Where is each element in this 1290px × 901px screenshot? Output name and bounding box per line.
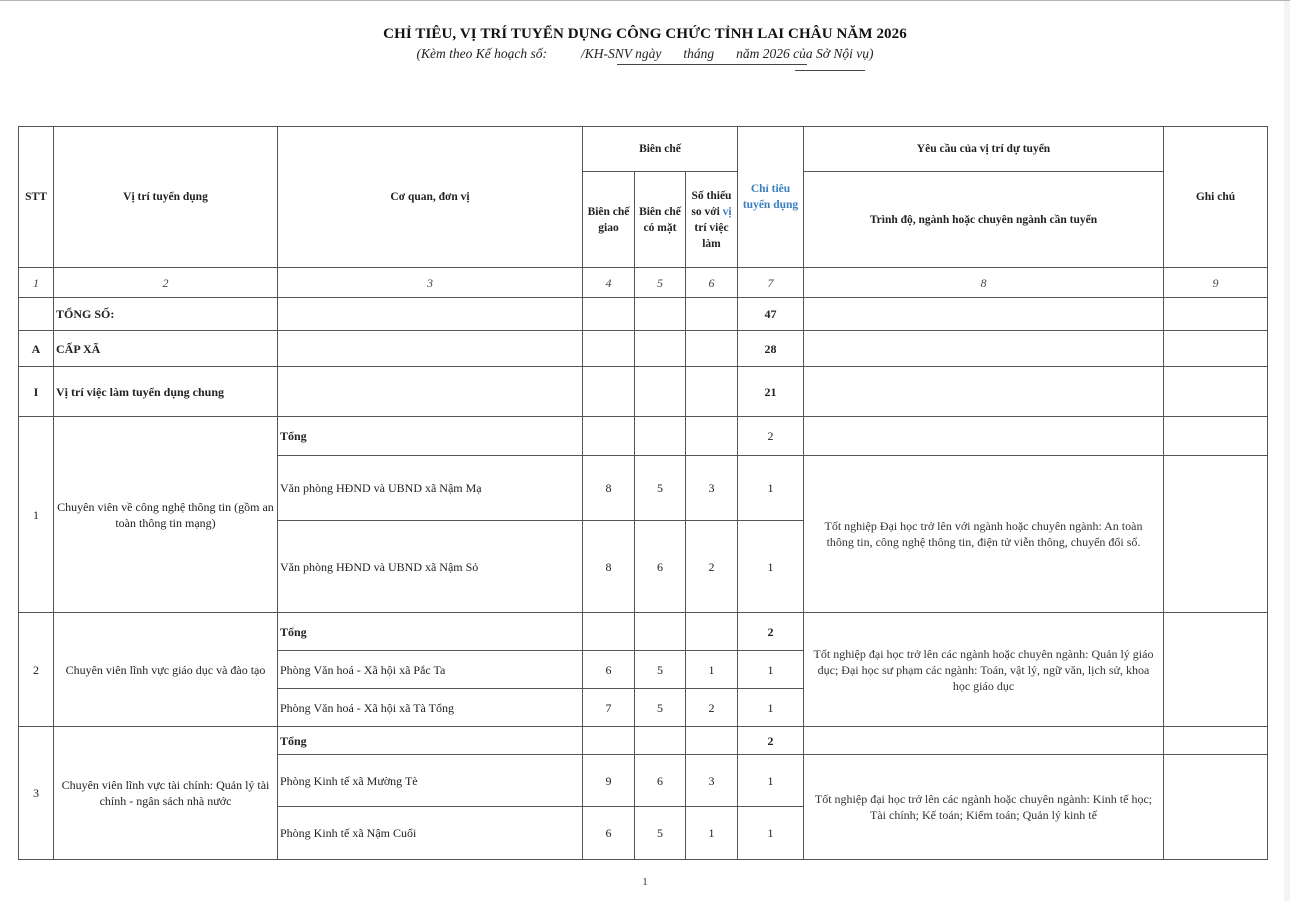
summary-row-cap-xa — [19, 331, 1268, 367]
subtitle-part-1: (Kèm theo Kế hoạch số: — [416, 46, 547, 61]
group-note — [1164, 613, 1268, 727]
unit-thieu: 1 — [686, 651, 738, 689]
unit-agency: Phòng Kinh tế xã Mường Tè — [278, 755, 583, 807]
unit-chi-tieu: 1 — [738, 689, 804, 727]
group-note — [1164, 755, 1268, 860]
unit-chi-tieu: 1 — [738, 521, 804, 613]
group-1-total-row — [19, 417, 1268, 456]
summary-label: TỔNG SỐ: — [54, 298, 278, 331]
document-title: CHỈ TIÊU, VỊ TRÍ TUYỂN DỤNG CÔNG CHỨC TỈNH LAI CHÂU NĂM 2026 — [383, 26, 907, 42]
recruitment-table — [18, 126, 1268, 860]
subtitle-underline — [617, 64, 807, 65]
summary-chi-tieu: 21 — [738, 367, 804, 417]
group-stt: 2 — [19, 613, 54, 727]
subtitle-part-2: /KH-SNV ngày — [581, 46, 662, 61]
col-num: 1 — [19, 268, 54, 298]
page-number: 1 — [642, 876, 648, 888]
summary-label: CẤP XÃ — [54, 331, 278, 367]
group-total-label: Tổng — [278, 727, 583, 755]
col-num: 5 — [635, 268, 686, 298]
unit-giao: 9 — [583, 755, 635, 807]
group-requirement: Tốt nghiệp Đại học trở lên với ngành hoặc chuyên ngành: An toàn thông tin, công nghệ thông tin, điện tử viễn thông, chuyển đổi số. — [804, 456, 1164, 613]
col-num: 2 — [54, 268, 278, 298]
summary-stt — [19, 298, 54, 331]
group-total-value: 2 — [738, 727, 804, 755]
group-stt: 1 — [19, 417, 54, 613]
group-total-label: Tổng — [278, 417, 583, 456]
unit-co-mat: 6 — [635, 755, 686, 807]
col-num: 9 — [1164, 268, 1268, 298]
summary-row-total — [19, 298, 1268, 331]
unit-giao: 6 — [583, 807, 635, 860]
group-position: Chuyên viên lĩnh vực tài chính: Quản lý tài chính - ngân sách nhà nước — [54, 727, 278, 860]
col-num: 6 — [686, 268, 738, 298]
unit-thieu: 3 — [686, 755, 738, 807]
subtitle-part-4: năm 2026 của Sở Nội vụ) — [736, 46, 874, 61]
unit-thieu: 2 — [686, 521, 738, 613]
unit-co-mat: 6 — [635, 521, 686, 613]
header-yeu-cau: Yêu cầu của vị trí dự tuyển — [804, 127, 1164, 172]
unit-thieu: 2 — [686, 689, 738, 727]
so-thieu-suffix: trí việc làm — [694, 221, 729, 250]
group-note — [1164, 456, 1268, 613]
summary-stt: I — [19, 367, 54, 417]
group-total-value: 2 — [738, 613, 804, 651]
unit-chi-tieu: 1 — [738, 456, 804, 521]
document-subtitle — [0, 46, 1290, 62]
header-row — [19, 127, 1268, 172]
unit-co-mat: 5 — [635, 689, 686, 727]
unit-agency: Phòng Văn hoá - Xã hội xã Pắc Ta — [278, 651, 583, 689]
column-number-row — [19, 268, 1268, 298]
col-num: 7 — [738, 268, 804, 298]
unit-thieu: 1 — [686, 807, 738, 860]
header-trinh-do: Trình độ, ngành hoặc chuyên ngành cần tuyển — [804, 172, 1164, 268]
header-stt: STT — [19, 127, 54, 268]
unit-chi-tieu: 1 — [738, 755, 804, 807]
so-thieu-prefix: Số thiếu so với — [691, 189, 732, 218]
summary-chi-tieu: 47 — [738, 298, 804, 331]
header-agency: Cơ quan, đơn vị — [278, 127, 583, 268]
unit-agency: Phòng Văn hoá - Xã hội xã Tà Tổng — [278, 689, 583, 727]
top-border-line — [0, 0, 1290, 1]
group-requirement: Tốt nghiệp đại học trở lên các ngành hoặc chuyên ngành: Quản lý giáo dục; Đại học sư phạm các ngành: Toán, vật lý, ngữ văn, lịch sử, khoa học giáo dục — [804, 613, 1164, 727]
unit-giao: 8 — [583, 456, 635, 521]
subtitle-part-3: tháng — [683, 46, 715, 61]
unit-co-mat: 5 — [635, 456, 686, 521]
unit-chi-tieu: 1 — [738, 651, 804, 689]
group-stt: 3 — [19, 727, 54, 860]
unit-giao: 8 — [583, 521, 635, 613]
group-total-value: 2 — [738, 417, 804, 456]
viewer-scroll-strip[interactable] — [1284, 1, 1290, 901]
col-num: 8 — [804, 268, 1164, 298]
unit-giao: 7 — [583, 689, 635, 727]
header-bien-che: Biên chế — [583, 127, 738, 172]
group-total-label: Tổng — [278, 613, 583, 651]
unit-thieu: 3 — [686, 456, 738, 521]
summary-label: Vị trí việc làm tuyển dụng chung — [54, 367, 278, 417]
group-2-total-row — [19, 613, 1268, 651]
header-bien-che-giao: Biên chế giao — [583, 172, 635, 268]
subtitle-underline-short — [795, 70, 865, 71]
unit-agency: Văn phòng HĐND và UBND xã Nậm Sỏ — [278, 521, 583, 613]
so-thieu-blue: vị — [722, 205, 732, 218]
group-position: Chuyên viên lĩnh vực giáo dục và đào tạo — [54, 613, 278, 727]
summary-chi-tieu: 28 — [738, 331, 804, 367]
unit-giao: 6 — [583, 651, 635, 689]
summary-row-general — [19, 367, 1268, 417]
col-num: 4 — [583, 268, 635, 298]
header-chi-tieu: Chỉ tiêu tuyển dụng — [738, 127, 804, 268]
group-requirement: Tốt nghiệp đại học trở lên các ngành hoặc chuyên ngành: Kinh tế học; Tài chính; Kế toán; Kiểm toán; Quản lý kinh tế — [804, 755, 1164, 860]
header-bien-che-co-mat: Biên chế có mặt — [635, 172, 686, 268]
unit-agency: Văn phòng HĐND và UBND xã Nậm Mạ — [278, 456, 583, 521]
unit-chi-tieu: 1 — [738, 807, 804, 860]
unit-agency: Phòng Kinh tế xã Nậm Cuổi — [278, 807, 583, 860]
header-position: Vị trí tuyển dụng — [54, 127, 278, 268]
col-num: 3 — [278, 268, 583, 298]
group-3-total-row — [19, 727, 1268, 755]
unit-co-mat: 5 — [635, 651, 686, 689]
header-so-thieu — [686, 172, 738, 268]
summary-stt: A — [19, 331, 54, 367]
header-ghi-chu: Ghi chú — [1164, 127, 1268, 268]
unit-co-mat: 5 — [635, 807, 686, 860]
group-position: Chuyên viên về công nghệ thông tin (gồm an toàn thông tin mạng) — [54, 417, 278, 613]
